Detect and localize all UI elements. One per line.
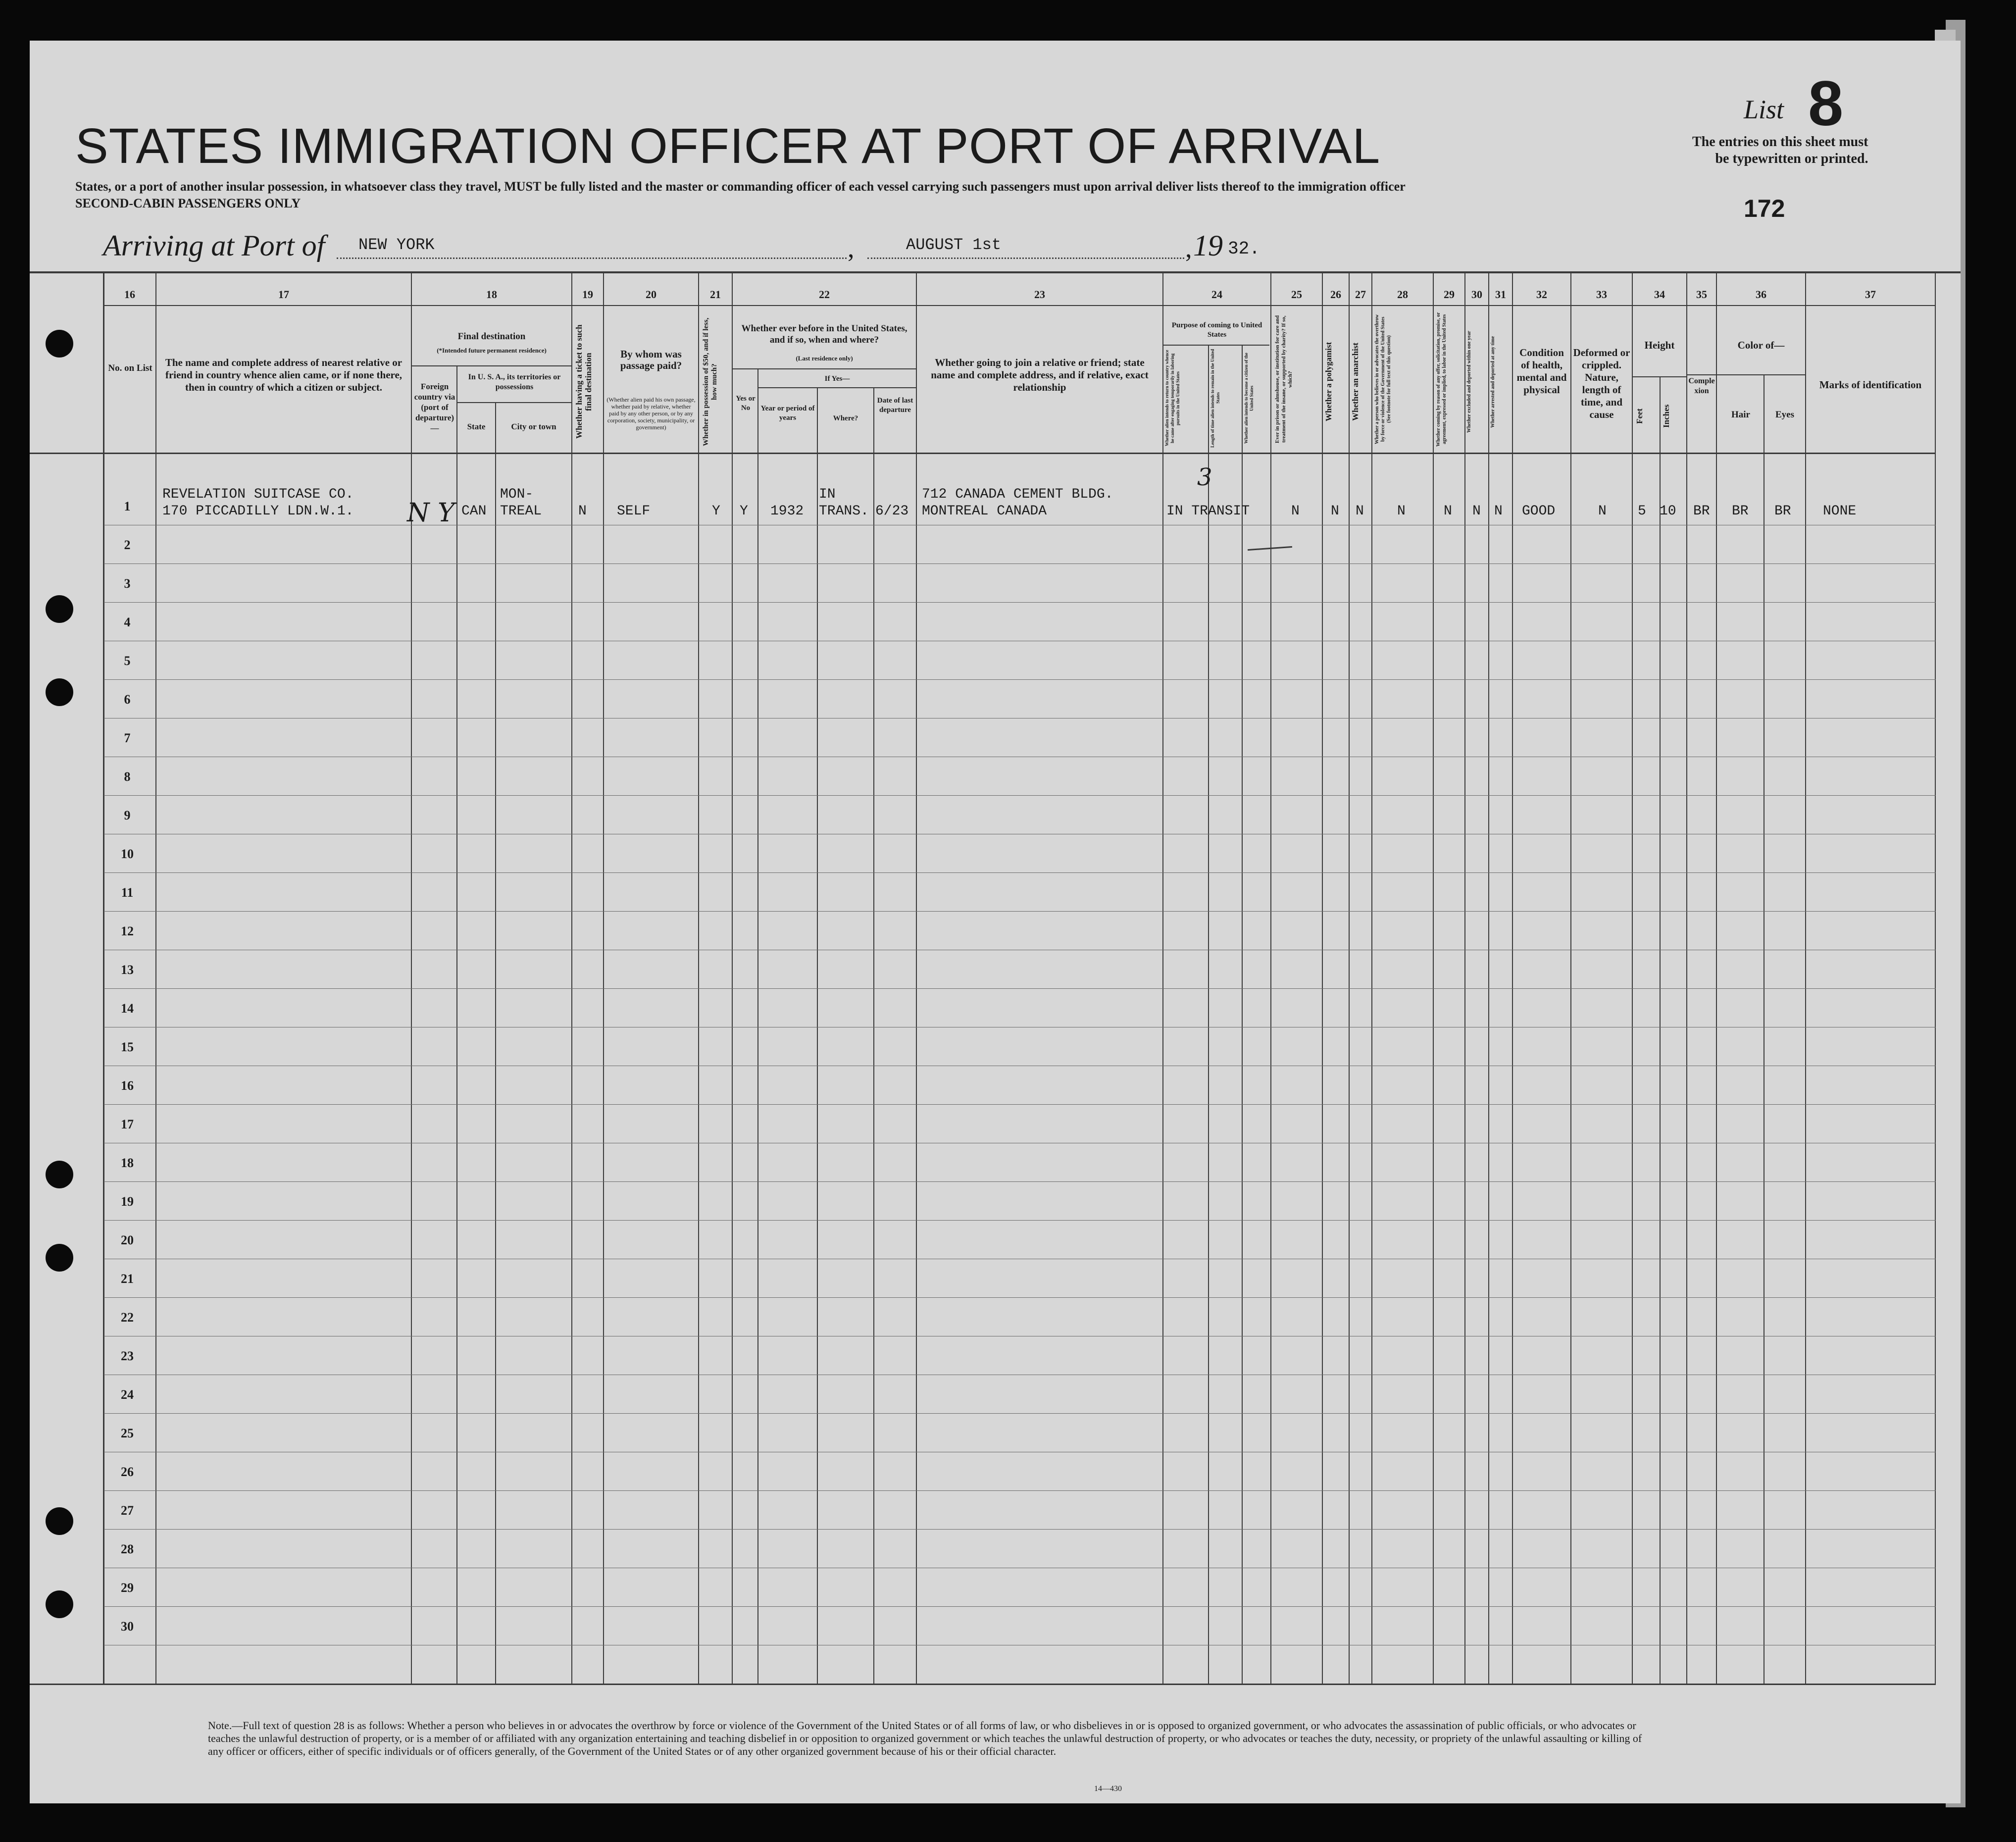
row-rule xyxy=(104,602,1936,603)
col-line xyxy=(1433,271,1434,1685)
entry-ticket: N xyxy=(578,504,587,519)
row-number: 22 xyxy=(121,1310,134,1325)
rule-22-ifyes xyxy=(758,387,916,388)
entry-excluded: N xyxy=(1472,504,1481,519)
entry-hair: BR xyxy=(1732,504,1749,519)
header-passage-paid-sub: (Whether alien paid his own passage, whether paid by relative, whether paid by any other person, or by any corporation, society, municipality, or government) xyxy=(606,396,696,431)
entry-year: 1932 xyxy=(770,504,804,519)
row-rule xyxy=(104,872,1936,873)
row-rule xyxy=(104,911,1936,912)
header-purpose: Purpose of coming to United States xyxy=(1171,321,1262,339)
header-purpose-return: Whether alien intends to return to country whence he came after engaging temporarily in laboring pursuits in the United States xyxy=(1164,350,1180,447)
row-number: 28 xyxy=(121,1542,134,1556)
header-q28: Whether a person who believes in or advocates the overthrow by force or violence of the Government of the United States (See footnote for full text of this question) xyxy=(1374,314,1392,444)
table-top-border xyxy=(30,271,1961,273)
col-line xyxy=(603,271,604,1685)
row-number: 12 xyxy=(121,924,134,938)
header-purpose-citizen: Whether alien intends to become a citizen of the United States xyxy=(1244,353,1254,444)
row-number: 23 xyxy=(121,1349,134,1363)
col-line xyxy=(732,271,733,1685)
header-city: City or town xyxy=(511,422,556,431)
row-number: 8 xyxy=(124,769,131,784)
entry-foreign-via: N Y xyxy=(407,498,455,528)
row-number: 4 xyxy=(124,615,131,629)
punch-hole xyxy=(46,595,73,623)
entry-health: GOOD xyxy=(1522,504,1556,519)
header-nearest-relative: The name and complete address of nearest relative or friend in country whence alien came, or if none there, then in country of which a citizen or subject. xyxy=(165,357,403,393)
rule-22-sub xyxy=(733,368,916,369)
header-inches: Inches xyxy=(1662,404,1671,428)
entry-money: Y xyxy=(712,504,720,519)
date-value: AUGUST 1st xyxy=(906,236,1002,254)
col-line xyxy=(1162,271,1163,1685)
col-line xyxy=(1270,271,1271,1685)
col-num-22: 22 xyxy=(819,288,830,301)
rule-18-sub xyxy=(412,365,571,366)
entry-purpose-mark: 3 xyxy=(1197,463,1212,491)
col-line xyxy=(1570,271,1571,1685)
rule-18-state xyxy=(457,402,571,403)
column-number-rule xyxy=(104,305,1936,306)
port-value: NEW YORK xyxy=(358,236,435,254)
date-underline xyxy=(867,257,1184,259)
header-excluded: Whether excluded and deported within one year xyxy=(1466,331,1472,433)
col-num-29: 29 xyxy=(1444,288,1455,301)
row-number: 7 xyxy=(124,731,131,745)
entry-inches: 10 xyxy=(1660,504,1676,519)
header-ever-before: Whether ever before in the United States, and if so, when and where? xyxy=(741,323,907,345)
punch-hole xyxy=(46,1244,73,1272)
row-rule xyxy=(104,1490,1936,1491)
header-foreign-country: Foreign country via (port of departure)— xyxy=(414,382,455,433)
list-label: List xyxy=(1744,95,1784,124)
row-number: 11 xyxy=(121,885,134,900)
entry-city-line-1: MON- xyxy=(500,487,534,502)
header-anarchist: Whether an anarchist xyxy=(1351,342,1360,421)
col-line xyxy=(1512,271,1513,1685)
row-number: 2 xyxy=(124,538,131,552)
entry-eyes: BR xyxy=(1774,504,1791,519)
entry-marks: NONE xyxy=(1823,504,1857,519)
entry-where-line-1: IN xyxy=(819,487,836,502)
row-number: 30 xyxy=(121,1619,134,1634)
row-rule xyxy=(104,1181,1936,1182)
entry-relative-line-2: 170 PICCADILLY LDN.W.1. xyxy=(162,504,354,519)
form-title: STATES IMMIGRATION OFFICER AT PORT OF ARRIVAL xyxy=(75,118,1381,174)
col-num-20: 20 xyxy=(646,288,656,301)
entries-note-line-1: The entries on this sheet must xyxy=(1692,134,1868,150)
col-line xyxy=(1660,376,1661,1685)
col-line xyxy=(1242,345,1243,1685)
header-health: Condition of health, mental and physical xyxy=(1516,347,1567,396)
header-polygamist: Whether a polygamist xyxy=(1324,342,1333,422)
row-number: 29 xyxy=(121,1581,134,1595)
row-rule xyxy=(104,563,1936,564)
entry-complexion: BR xyxy=(1693,504,1710,519)
row-number: 20 xyxy=(121,1233,134,1247)
header-marks: Marks of identification xyxy=(1819,379,1922,391)
header-no-on-list: No. on List xyxy=(108,363,152,373)
punch-hole xyxy=(46,678,73,706)
header-purpose-length: Length of time alien intends to remain in the United States xyxy=(1210,349,1220,448)
header-in-usa: In U. S. A., its territories or possessions xyxy=(468,373,561,391)
header-yes-no: Yes or No xyxy=(736,395,756,412)
entry-paid-by: SELF xyxy=(617,504,651,519)
list-number: 8 xyxy=(1808,68,1844,139)
col-num-27: 27 xyxy=(1355,288,1366,301)
entry-feet: 5 xyxy=(1638,504,1646,519)
header-feet: Feet xyxy=(1635,408,1644,424)
row-number: 17 xyxy=(121,1117,134,1131)
entry-arrested: N xyxy=(1494,504,1503,519)
year-suffix: 32. xyxy=(1228,239,1260,259)
header-ever-before-sub: (Last residence only) xyxy=(796,355,853,362)
entry-anarchist: N xyxy=(1356,504,1364,519)
entry-polygamist: N xyxy=(1331,504,1339,519)
col-line xyxy=(1208,345,1209,1685)
col-num-26: 26 xyxy=(1330,288,1341,301)
entry-where xyxy=(819,486,869,520)
form-instructions: States, or a port of another insular possession, in whatsoever class they travel, MUST be fully listed and the master or commanding officer of each vessel carrying such passengers must upon arrival deliver lists thereof to the immigration officer xyxy=(75,179,1406,194)
entry-city xyxy=(500,486,542,520)
row-number: 9 xyxy=(124,808,131,822)
punch-hole xyxy=(46,1507,73,1535)
rule-36-sub xyxy=(1686,374,1805,375)
entry-last-departure: 6/23 xyxy=(875,504,909,519)
header-passage-paid: By whom was passage paid? xyxy=(620,348,682,371)
entry-ever-before: Y xyxy=(740,504,748,519)
header-if-yes: If Yes— xyxy=(824,375,850,383)
col-line xyxy=(411,271,412,1685)
header-q29: Whether coming by reason of any offer, solicitation, promise, or agreement, expressed or implied, to labor in the United States xyxy=(1436,312,1447,447)
col-line xyxy=(571,271,572,1685)
header-bottom-rule xyxy=(30,453,1936,454)
col-num-28: 28 xyxy=(1397,288,1408,301)
entry-relative xyxy=(162,486,353,520)
header-year-period: Year or period of years xyxy=(760,405,815,422)
col-line xyxy=(698,271,699,1685)
row-number: 21 xyxy=(121,1272,134,1286)
entry-deformed: N xyxy=(1598,504,1607,519)
row-rule xyxy=(104,1220,1936,1221)
comma: , xyxy=(848,233,855,263)
col-num-31: 31 xyxy=(1495,288,1506,301)
entry-join-line-1: 712 CANADA CEMENT BLDG. xyxy=(922,487,1113,502)
col-num-36: 36 xyxy=(1756,288,1766,301)
col-line xyxy=(1371,271,1372,1685)
entry-q28: N xyxy=(1397,504,1406,519)
header-deformed: Deformed or crippled. Nature, length of time, and cause xyxy=(1573,347,1630,420)
punch-hole xyxy=(46,330,73,358)
row-number: 1 xyxy=(124,499,131,513)
entry-purpose: IN TRANSIT xyxy=(1166,504,1250,519)
punch-hole xyxy=(46,1590,73,1618)
row-number: 10 xyxy=(121,847,134,861)
header-hair: Hair xyxy=(1731,409,1750,420)
col-num-33: 33 xyxy=(1596,288,1607,301)
row-rule xyxy=(104,679,1936,680)
col-line xyxy=(495,402,496,1685)
row-number: 24 xyxy=(121,1387,134,1402)
col-num-18: 18 xyxy=(486,288,497,301)
col-num-32: 32 xyxy=(1536,288,1547,301)
entry-state: CAN xyxy=(461,504,487,519)
row-number: 19 xyxy=(121,1194,134,1209)
header-date-departure: Date of last departure xyxy=(877,397,913,414)
row-rule xyxy=(104,1297,1936,1298)
col-line xyxy=(155,271,156,1685)
row-rule xyxy=(104,1606,1936,1607)
row-number: 14 xyxy=(121,1001,134,1016)
header-join-relative: Whether going to join a relative or friend; state name and complete address, and if relative, exact relationship xyxy=(931,357,1149,393)
entry-join-line-2: MONTREAL CANADA xyxy=(922,504,1047,519)
col-num-35: 35 xyxy=(1696,288,1707,301)
comma: , xyxy=(1185,233,1192,263)
row-number: 27 xyxy=(121,1503,134,1518)
footnote-question-28: Note.—Full text of question 28 is as follows: Whether a person who believes in or advocates the overthrow by force or violence of the Government of the United States or of all forms of law, or who disbelieves in or is opposed to organized government, or who advocates the assassination of public officials, or who advocates or teaches the unlawful destruction of property, or is a member of or affiliated with any organization entertaining and teaching disbelief in or opposition to organized government or which teaches the unlawful destruction of property, or who advocates or teaches the duty, necessity, or propriety of the unlawful assaulting or killing of any officer or officers, either of specific individuals or of officers generally, of the Government of the United States or of any other organized government because of his or their official character. xyxy=(208,1719,1642,1757)
entry-q29: N xyxy=(1444,504,1452,519)
row-rule xyxy=(104,988,1936,989)
header-complexion: Complexion xyxy=(1688,377,1715,395)
entry-city-line-2: TREAL xyxy=(500,504,542,519)
col-line xyxy=(1686,271,1687,1685)
row-number: 25 xyxy=(121,1426,134,1440)
header-height: Height xyxy=(1644,339,1675,351)
col-num-19: 19 xyxy=(582,288,593,301)
entry-join xyxy=(922,486,1113,520)
col-line xyxy=(1935,271,1936,1685)
entry-prison: N xyxy=(1291,504,1300,519)
header-final-destination-sub: (*Intended future permanent residence) xyxy=(437,347,547,354)
punch-hole xyxy=(46,1161,73,1188)
col-line xyxy=(1464,271,1465,1685)
col-line xyxy=(1632,271,1633,1685)
col-line xyxy=(1805,271,1806,1685)
col-num-34: 34 xyxy=(1654,288,1665,301)
header-eyes: Eyes xyxy=(1775,409,1794,420)
row-number: 26 xyxy=(121,1465,134,1479)
year-prefix: 19 xyxy=(1193,229,1223,262)
row-rule xyxy=(104,1104,1936,1105)
col-line xyxy=(1349,271,1350,1685)
row-number: 5 xyxy=(124,654,131,668)
col-num-30: 30 xyxy=(1471,288,1482,301)
table-bottom-border xyxy=(30,1684,1936,1685)
header-where: Where? xyxy=(833,414,858,422)
sheet-number: 172 xyxy=(1744,195,1785,222)
form-number: 14—430 xyxy=(1094,1785,1122,1793)
row-number: 15 xyxy=(121,1040,134,1054)
passenger-class: SECOND-CABIN PASSENGERS ONLY xyxy=(75,196,301,210)
col-line xyxy=(456,366,457,1685)
col-num-21: 21 xyxy=(710,288,721,301)
col-line xyxy=(1488,271,1489,1685)
col-num-23: 23 xyxy=(1034,288,1045,301)
entries-note xyxy=(1692,134,1868,167)
row-number: 13 xyxy=(121,963,134,977)
header-ticket: Whether having a ticket to such final destination xyxy=(574,324,593,439)
entry-where-line-2: TRANS. xyxy=(819,504,869,519)
row-rule xyxy=(104,795,1936,796)
col-num-37: 37 xyxy=(1865,288,1876,301)
col-line xyxy=(103,271,104,1685)
col-line xyxy=(916,271,917,1685)
entry-relative-line-1: REVELATION SUITCASE CO. xyxy=(162,487,354,502)
header-state: State xyxy=(467,422,486,431)
port-underline xyxy=(337,257,847,259)
header-fifty-dollars: Whether in possession of $50, and if less, how much? xyxy=(702,317,718,446)
row-number: 3 xyxy=(124,576,131,591)
col-num-17: 17 xyxy=(278,288,289,301)
header-arrested: Whether arrested and deported at any time xyxy=(1490,336,1496,428)
col-line xyxy=(1322,271,1323,1685)
row-rule xyxy=(104,1413,1936,1414)
col-num-24: 24 xyxy=(1211,288,1222,301)
row-rule xyxy=(104,1529,1936,1530)
arriving-label: Arriving at Port of xyxy=(103,229,325,262)
header-final-destination: Final destination xyxy=(457,331,526,342)
col-line xyxy=(1716,271,1717,1685)
header-prison: Ever in prison or almshouse, or institution for care and treatment of the insane, or supported by charity? If so, which? xyxy=(1274,315,1293,444)
row-number: 18 xyxy=(121,1156,134,1170)
header-color-of: Color of— xyxy=(1737,339,1785,351)
col-num-16: 16 xyxy=(124,288,135,301)
row-number: 6 xyxy=(124,692,131,707)
col-num-25: 25 xyxy=(1291,288,1302,301)
entries-note-line-2: be typewritten or printed. xyxy=(1715,151,1868,166)
rule-24-sub xyxy=(1163,345,1269,346)
row-number: 16 xyxy=(121,1078,134,1093)
